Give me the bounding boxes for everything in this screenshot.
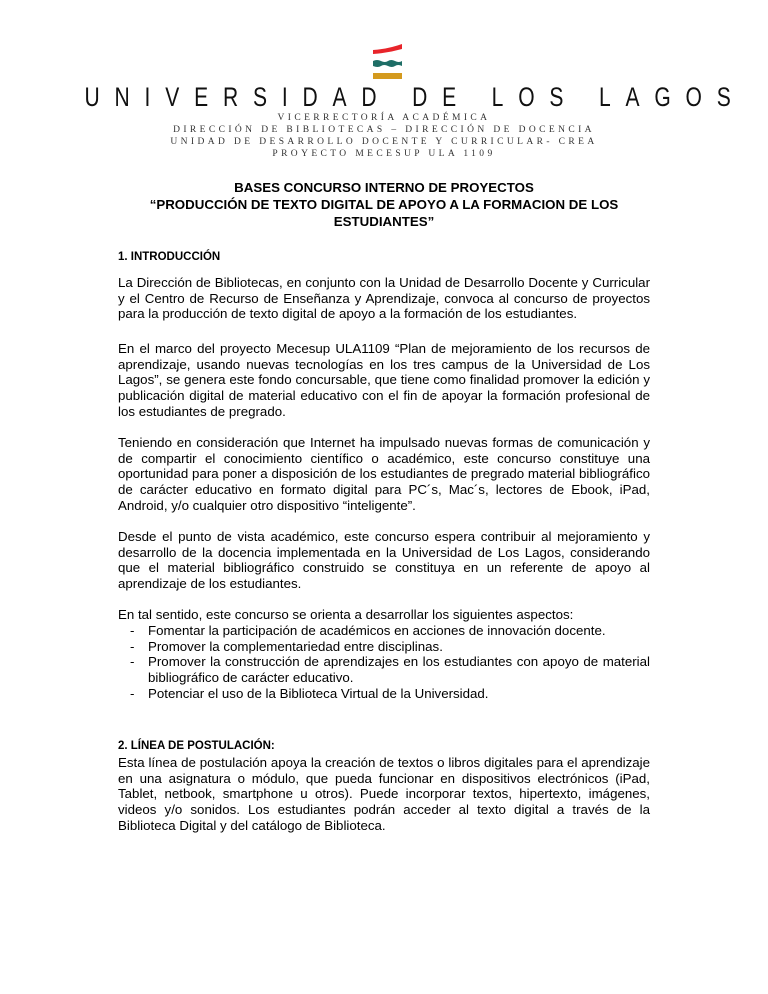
university-logo-icon: [373, 44, 403, 80]
paragraph: En el marco del proyecto Mecesup ULA1109 “Plan de mejoramiento de los recursos de aprendizaje, usando nuevas tecnologías en los tres campus de la Universidad de Los Lagos”, se genera este fondo concursable, que tiene como finalidad promover la edición y publicación digital de material educativo con el fin de apoyar la formación profesional de los estudiantes de pregrado.: [118, 341, 650, 419]
paragraph: Esta línea de postulación apoya la creación de textos o libros digitales para el aprendizaje en una asignatura o módulo, que pueda funcionar en dispositivos electrónicos (iPad, Tablet, netbook, smartphone u otros). Puede incorporar textos, hipertexto, imágenes, videos y/o sonidos. Los estudiantes podrán acceder al texto digital a través de la Biblioteca Digital y del catálogo de Biblioteca.: [118, 755, 650, 833]
paragraph: La Dirección de Bibliotecas, en conjunto con la Unidad de Desarrollo Docente y Curricular y el Centro de Recurso de Enseñanza y Aprendizaje, convoca al concurso de proyectos para la producción de texto digital de apoyo a la formación de los estudiantes.: [118, 275, 650, 322]
header-line: DIRECCIÓN DE BIBLIOTECAS – DIRECCIÓN DE DOCENCIA: [173, 125, 595, 135]
section-heading: 1. INTRODUCCIÓN: [118, 251, 221, 263]
document-title: [118, 179, 650, 230]
header-line: VICERRECTORÍA ACADÉMICA: [277, 113, 491, 123]
paragraph: Desde el punto de vista académico, este concurso espera contribuir al mejoramiento y desarrollo de la docencia implementada en la Universidad de Los Lagos, considerando que el material bibliográfico construido se constituya en un referente de apoyo al aprendizaje de los estudiantes.: [118, 529, 650, 592]
header-line: PROYECTO MECESUP ULA 1109: [272, 149, 496, 159]
title-line: “PRODUCCIÓN DE TEXTO DIGITAL DE APOYO A LA FORMACION DE LOS ESTUDIANTES”: [149, 197, 619, 229]
paragraph: Teniendo en consideración que Internet ha impulsado nuevas formas de comunicación y de compartir el conocimiento científico o académico, este concurso constituye una oportunidad para poner a disposición de los estudiantes de pregrado material bibliográfico de carácter educativo en formato digital para PC´s, Mac´s, lectores de Ebook, iPad, Android, y/o cualquier otro dispositivo “inteligente”.: [118, 435, 650, 513]
aspects-list: [118, 623, 650, 702]
list-item: - Potenciar el uso de la Biblioteca Virtual de la Universidad.: [130, 685, 489, 701]
list-item: - Fomentar la participación de académicos en acciones de innovación docente.: [130, 623, 606, 638]
paragraph: En tal sentido, este concurso se orienta a desarrollar los siguientes aspectos:: [118, 607, 574, 622]
title-line: BASES CONCURSO INTERNO DE PROYECTOS: [234, 180, 534, 195]
list-item: - Promover la construcción de aprendizajes en los estudiantes con apoyo de material bibliográfico de carácter educativo.: [130, 654, 650, 686]
section-heading: 2. LÍNEA DE POSTULACIÓN:: [118, 740, 275, 752]
university-name: UNIVERSIDAD DE LOS LAGOS: [84, 82, 746, 112]
list-item: - Promover la complementariedad entre disciplinas.: [130, 638, 443, 654]
header-line: UNIDAD DE DESARROLLO DOCENTE Y CURRICULAR- CREA: [170, 137, 598, 147]
